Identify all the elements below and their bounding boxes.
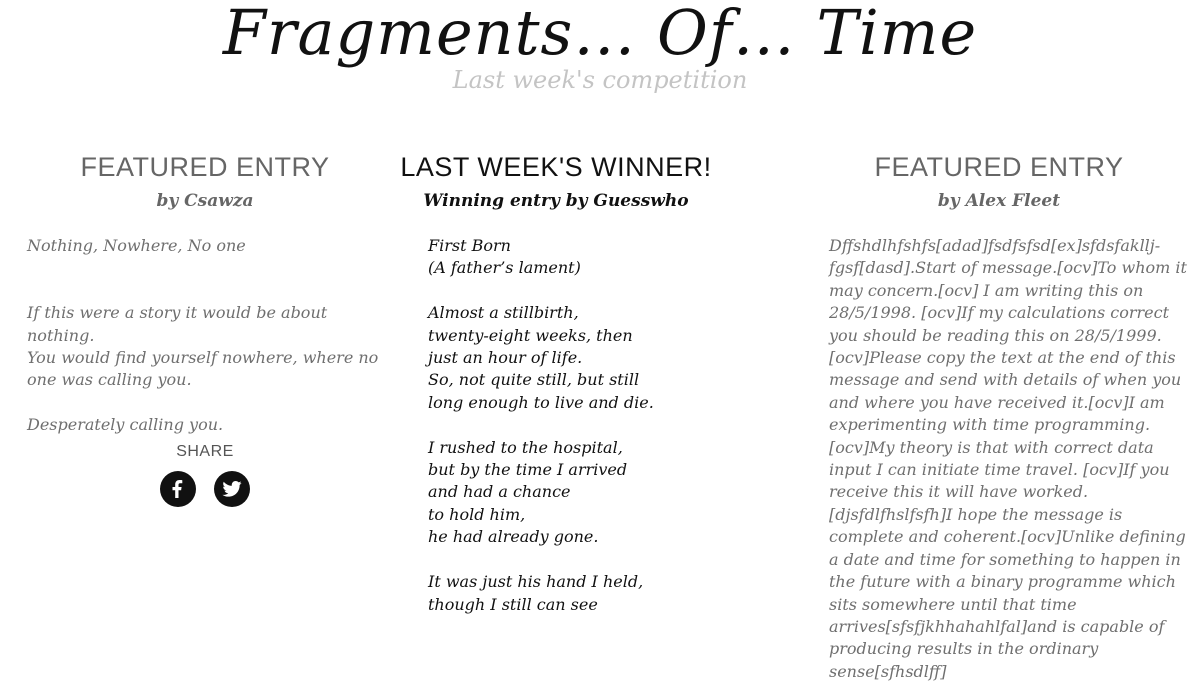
twitter-icon — [222, 481, 242, 497]
featured-entry-right — [829, 152, 1194, 683]
site-title: Fragments… Of… Time — [222, 0, 978, 69]
site-subtitle: Last week's competition — [452, 66, 748, 94]
column-heading: FEATURED ENTRY — [80, 152, 330, 182]
twitter-share-button[interactable] — [214, 471, 250, 507]
facebook-share-button[interactable] — [160, 471, 196, 507]
facebook-icon — [171, 480, 185, 498]
column-heading: FEATURED ENTRY — [874, 152, 1124, 182]
entry-text: Nothing, Nowhere, No one If this were a story it would be about nothing. You would find yourself nowhere, where no one was calling you. Desperately calling you. — [27, 236, 379, 435]
share-icons — [130, 471, 280, 507]
column-heading: LAST WEEK'S WINNER! — [400, 152, 712, 182]
featured-entry-left — [27, 152, 383, 437]
entry-byline: by Alex Fleet — [937, 191, 1061, 211]
entry-byline: Winning entry by Guesswho — [423, 191, 689, 211]
share-block — [130, 443, 280, 507]
entry-text: Dffshdlhfshfs[adad]fsdfsfsd[ex]sfdsfakllj-fgsf[dasd].Start of message.[ocv]To whom it may concern.[ocv] I am writing this on 28/5/1998. [ocv]If my calculations correct you should be reading this on 28/5/1999.[ocv]Please copy the text at the end of this message and send with details of when you and where you have received it.[ocv]I am experimenting with time programming.[ocv]My theory is that with correct data input I can initiate time travel. [ocv]If you receive this it will have worked. [djsfdlfhslfsfh]I hope the message is complete and coherent.[ocv]Unlike defining a date and time for something to happen in the future with a binary programme which sits somewhere until that time arrives[sfsfjkhhahahlfal]and is capable of producing results in the ordinary sense[sfhsdlff] — [829, 236, 1187, 681]
entry-text: First Born (A father’s lament) Almost a stillbirth, twenty-eight weeks, then just an hour of life. So, not quite still, but still long enough to live and die. I rushed to the hospital, but by the time I arrived and had a chance to hold him, he had already gone. It was just his hand I held, though I still can see — [428, 236, 654, 614]
winner-entry — [400, 152, 784, 616]
share-label: SHARE — [176, 443, 234, 460]
entry-byline: by Csawza — [156, 191, 254, 211]
